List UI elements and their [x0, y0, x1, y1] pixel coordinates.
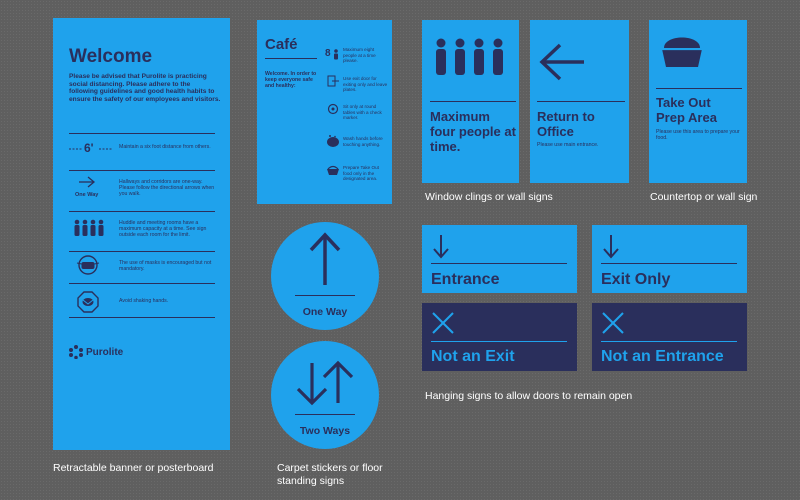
return-title: Return to Office — [537, 109, 595, 139]
cafe-divider — [265, 58, 317, 59]
two-ways-label: Two Ways — [299, 425, 351, 437]
wash-hands-icon — [326, 134, 340, 148]
entrance-label: Entrance — [431, 271, 500, 288]
cafe-item-3: Sit only at round tables with a check marker. — [343, 104, 382, 121]
window-caption: Window clings or wall signs — [425, 191, 553, 203]
takeout-divider — [656, 88, 742, 89]
arrow-down-icon — [601, 233, 621, 259]
capacity-sign — [422, 20, 519, 183]
exit-only-divider — [601, 263, 737, 264]
banner-intro: Please be advised that Purolite is practicing social distancing. Please adhere to the following guidelines and good health habits to ensure the safety of our employees and visitors. — [69, 73, 221, 103]
two-ways-sticker — [271, 341, 379, 449]
banner-divider — [69, 211, 215, 212]
cafe-poster — [257, 20, 392, 204]
banner-caption: Retractable banner or posterboard — [53, 462, 214, 474]
arrow-right-icon — [78, 176, 96, 188]
cafe-count-label: 8 — [325, 48, 331, 59]
banner-divider — [69, 133, 215, 134]
banner-divider — [69, 283, 215, 284]
not-entrance-label: Not an Entrance — [601, 348, 724, 365]
takeout-container-icon — [658, 31, 706, 69]
four-people-icon — [432, 38, 508, 76]
not-exit-label: Not an Exit — [431, 348, 515, 365]
people-icon — [73, 219, 105, 237]
banner-title: Welcome — [69, 46, 153, 67]
arrows-up-down-icon — [292, 359, 358, 407]
cafe-item-5: Prepare Take Out food only in the designated area. — [343, 165, 379, 182]
distance-label: 6' — [84, 141, 94, 155]
banner-item-1: Maintain a six foot distance from others. — [119, 144, 211, 150]
arrow-up-icon — [308, 232, 342, 286]
arrow-down-icon — [431, 233, 451, 259]
one-way-sticker — [271, 222, 379, 330]
retractable-banner — [53, 18, 230, 450]
banner-divider — [69, 170, 215, 171]
return-divider — [537, 101, 625, 102]
cafe-title: Café — [265, 36, 298, 53]
cafe-item-1: Maximum eight people at a time please. — [343, 47, 376, 64]
logo-text: Purolite — [86, 347, 124, 358]
two-ways-divider — [295, 414, 355, 415]
return-sub: Please use main entrance. — [537, 142, 599, 148]
mask-icon — [73, 255, 103, 275]
no-handshake-icon — [77, 291, 99, 313]
one-way-small-label: One Way — [75, 192, 99, 198]
not-exit-sign — [422, 303, 577, 371]
close-x-icon — [431, 311, 455, 335]
entrance-sign — [422, 225, 577, 293]
cafe-item-2: Use exit door for exiting only and leave plates. — [343, 76, 388, 93]
takeout-box-small-icon — [326, 164, 340, 176]
purolite-logo-icon — [69, 345, 83, 359]
table-icon — [327, 103, 339, 115]
banner-item-2: Hallways and corridors are one-way. Please follow the directional arrows when you walk. — [119, 179, 215, 198]
takeout-sign — [649, 20, 747, 183]
banner-item-5: Avoid shaking hands. — [119, 298, 169, 304]
return-sign — [530, 20, 629, 183]
close-x-icon — [601, 311, 625, 335]
exit-only-label: Exit Only — [601, 271, 671, 288]
arrow-left-icon — [538, 42, 586, 82]
banner-item-4: The use of masks is encouraged but not mandatory. — [119, 260, 212, 273]
entrance-divider — [431, 263, 567, 264]
banner-divider — [69, 251, 215, 252]
banner-item-3: Huddle and meeting rooms have a maximum capacity at a time. See sign outside each room for the limit. — [119, 220, 207, 239]
not-exit-divider — [431, 341, 567, 342]
one-way-divider — [295, 295, 355, 296]
capacity-text: Maximum four people at time. — [430, 109, 516, 154]
banner-divider — [69, 317, 215, 318]
one-way-label: One Way — [302, 306, 348, 318]
floor-caption: Carpet stickers or floor standing signs — [277, 462, 383, 487]
capacity-divider — [430, 101, 516, 102]
cafe-item-4: Wash hands before touching anything. — [343, 136, 383, 147]
not-entrance-sign — [592, 303, 747, 371]
not-entrance-divider — [601, 341, 737, 342]
person-icon — [333, 49, 339, 60]
takeout-caption: Countertop or wall sign — [650, 191, 758, 203]
hanging-caption: Hanging signs to allow doors to remain open — [425, 390, 633, 402]
takeout-title: Take Out Prep Area — [656, 95, 717, 125]
exit-door-icon — [327, 75, 339, 87]
exit-only-sign — [592, 225, 747, 293]
takeout-sub: Please use this area to prepare your food. — [656, 129, 740, 142]
cafe-intro: Welcome. In order to keep everyone safe and healthy: — [265, 71, 317, 90]
